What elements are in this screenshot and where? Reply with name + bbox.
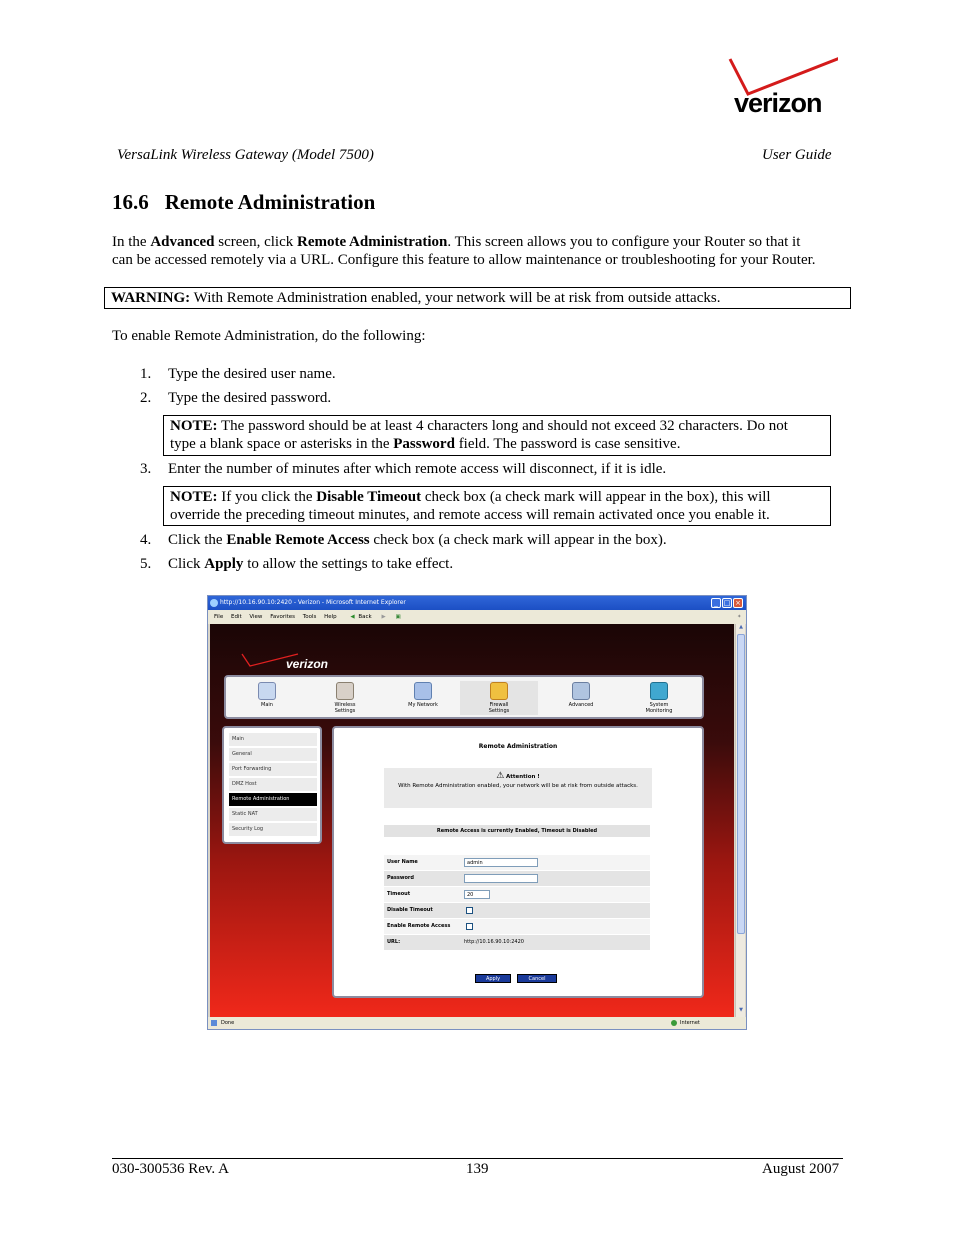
- note-box-password: NOTE: The password should be at least 4 characters long and should not exceed 32 characters. Do not type a blank space or asterisks in the Password field. The password is case sensitive.: [163, 415, 831, 456]
- cancel-button[interactable]: Cancel: [517, 974, 557, 983]
- warning-triangle-icon: ⚠: [496, 771, 505, 781]
- nav-system-monitoring[interactable]: System Monitoring: [620, 681, 698, 715]
- menu-help[interactable]: Help: [324, 614, 337, 620]
- note-box-timeout: NOTE: If you click the Disable Timeout check box (a check mark will appear in the box), this will override the preceding timeout minutes, and remote access will remain activated once you enable it.: [163, 486, 831, 526]
- left-nav-remote-administration[interactable]: Remote Administration: [229, 793, 317, 806]
- step-5: Click Apply to allow the settings to take effect.: [168, 556, 454, 572]
- nav-main[interactable]: Main: [228, 681, 306, 715]
- close-icon[interactable]: ×: [733, 598, 743, 608]
- vertical-scrollbar[interactable]: [735, 624, 745, 1017]
- url-row: URL: http://10.16.90.10:2420: [384, 935, 650, 950]
- window-title: http://10.16.90.10:2420 - Verizon - Microsoft Internet Explorer: [220, 599, 406, 606]
- footer-page-number: 139: [466, 1161, 489, 1177]
- step-1: Type the desired user name.: [168, 366, 336, 382]
- left-nav-security-log[interactable]: Security Log: [229, 823, 317, 836]
- panel-title: Remote Administration: [478, 743, 558, 750]
- network-icon: [414, 682, 432, 700]
- warning-box: [104, 287, 851, 309]
- left-nav: [222, 726, 322, 844]
- footer-doc-number: 030-300536 Rev. A: [112, 1161, 229, 1177]
- footer-date: August 2007: [762, 1161, 840, 1177]
- left-nav-main[interactable]: Main: [229, 733, 317, 746]
- warning-label: WARNING:: [111, 290, 191, 306]
- warning-text: With Remote Administration enabled, your network will be at risk from outside attacks.: [190, 290, 721, 306]
- remote-access-status: Remote Access is currently Enabled, Timeout is Disabled: [384, 825, 650, 837]
- wireless-icon: [336, 682, 354, 700]
- menu-edit[interactable]: Edit: [230, 614, 242, 620]
- apply-button[interactable]: Apply: [475, 974, 511, 983]
- firewall-icon: [490, 682, 508, 700]
- left-nav-dmz-host[interactable]: DMZ Host: [229, 778, 317, 791]
- step-number: 4.: [140, 532, 152, 548]
- disable-timeout-checkbox[interactable]: [466, 907, 473, 914]
- doc-type: User Guide: [762, 147, 832, 163]
- timeout-row: Timeout 20: [384, 887, 650, 902]
- attention-box: [384, 768, 652, 808]
- menu-favorites[interactable]: Favorites: [270, 614, 296, 620]
- footer-rule: [112, 1158, 843, 1159]
- browser-screenshot: [207, 595, 747, 1030]
- window-titlebar: [208, 596, 746, 610]
- nav-advanced[interactable]: Advanced: [542, 681, 620, 715]
- menu-file[interactable]: File: [214, 614, 224, 620]
- maximize-icon[interactable]: □: [723, 599, 731, 607]
- advanced-icon: [572, 682, 590, 700]
- password-input[interactable]: [464, 874, 538, 883]
- done-page-icon: [211, 1020, 217, 1026]
- left-nav-static-nat[interactable]: Static NAT: [229, 808, 317, 821]
- step-3: Enter the number of minutes after which remote access will disconnect, if it is idle.: [168, 461, 667, 477]
- monitoring-icon: [650, 682, 668, 700]
- status-zone: Internet: [680, 1020, 700, 1026]
- back-button[interactable]: Back: [358, 614, 372, 620]
- url-value: http://10.16.90.10:2420: [464, 939, 524, 945]
- ie-icon: [210, 599, 218, 607]
- back-arrow-icon[interactable]: ◀: [350, 614, 355, 620]
- step-number: 2.: [140, 390, 152, 406]
- browser-statusbar: [208, 1017, 746, 1029]
- section-title: Remote Administration: [164, 190, 376, 214]
- verizon-logo: [726, 56, 838, 120]
- scrollbar-thumb[interactable]: [737, 634, 745, 934]
- menu-view[interactable]: View: [249, 614, 263, 620]
- internet-zone-icon: [671, 1020, 677, 1026]
- section-heading: [112, 190, 375, 215]
- logo-wordmark: verizon: [734, 88, 822, 118]
- intro-paragraph: In the Advanced screen, click Remote Administration. This screen allows you to configure your Router so that it can be accessed remotely via a URL. Configure this feature to allow maintenance or troubleshooting for your Router.: [112, 234, 816, 268]
- password-row: Password: [384, 871, 650, 886]
- step-number: 3.: [140, 461, 152, 477]
- attention-title: Attention !: [506, 774, 540, 780]
- left-nav-port-forwarding[interactable]: Port Forwarding: [229, 763, 317, 776]
- nav-my-network[interactable]: My Network: [384, 681, 462, 715]
- page-icon[interactable]: ▣: [395, 614, 401, 620]
- user-name-input[interactable]: admin: [464, 858, 538, 867]
- minimize-icon[interactable]: _: [711, 598, 721, 608]
- nav-wireless[interactable]: Wireless Settings: [306, 681, 384, 715]
- timeout-input[interactable]: 20: [464, 890, 490, 899]
- step-number: 1.: [140, 366, 152, 382]
- section-number: 16.6: [112, 190, 149, 214]
- attention-text: With Remote Administration enabled, your network will be at risk from outside attacks.: [398, 783, 638, 789]
- status-done: Done: [221, 1020, 235, 1026]
- menu-bar: [208, 610, 746, 624]
- nav-firewall[interactable]: Firewall Settings: [460, 681, 538, 715]
- top-nav: [224, 675, 704, 719]
- step-number: 5.: [140, 556, 152, 572]
- scroll-up-icon[interactable]: ▲: [739, 624, 743, 630]
- lead-text: To enable Remote Administration, do the following:: [112, 328, 426, 344]
- disable-timeout-row: Disable Timeout: [384, 903, 650, 918]
- step-2: Type the desired password.: [168, 390, 332, 406]
- page-viewport: [210, 624, 734, 1017]
- scroll-down-icon[interactable]: ▼: [739, 1007, 743, 1013]
- forward-arrow-icon[interactable]: ▶: [381, 614, 386, 620]
- enable-remote-access-checkbox[interactable]: [466, 923, 473, 930]
- content-panel: [332, 726, 704, 998]
- main-icon: [258, 682, 276, 700]
- product-name: VersaLink Wireless Gateway (Model 7500): [117, 147, 374, 163]
- left-nav-general[interactable]: General: [229, 748, 317, 761]
- user-name-row: User Name admin: [384, 855, 650, 870]
- windows-logo-icon: ✦: [737, 614, 742, 620]
- enable-remote-access-row: Enable Remote Access: [384, 919, 650, 934]
- step-4: Click the Enable Remote Access check box (a check mark will appear in the box).: [168, 532, 667, 548]
- brand-wordmark: verizon: [286, 657, 329, 671]
- menu-tools[interactable]: Tools: [302, 614, 317, 620]
